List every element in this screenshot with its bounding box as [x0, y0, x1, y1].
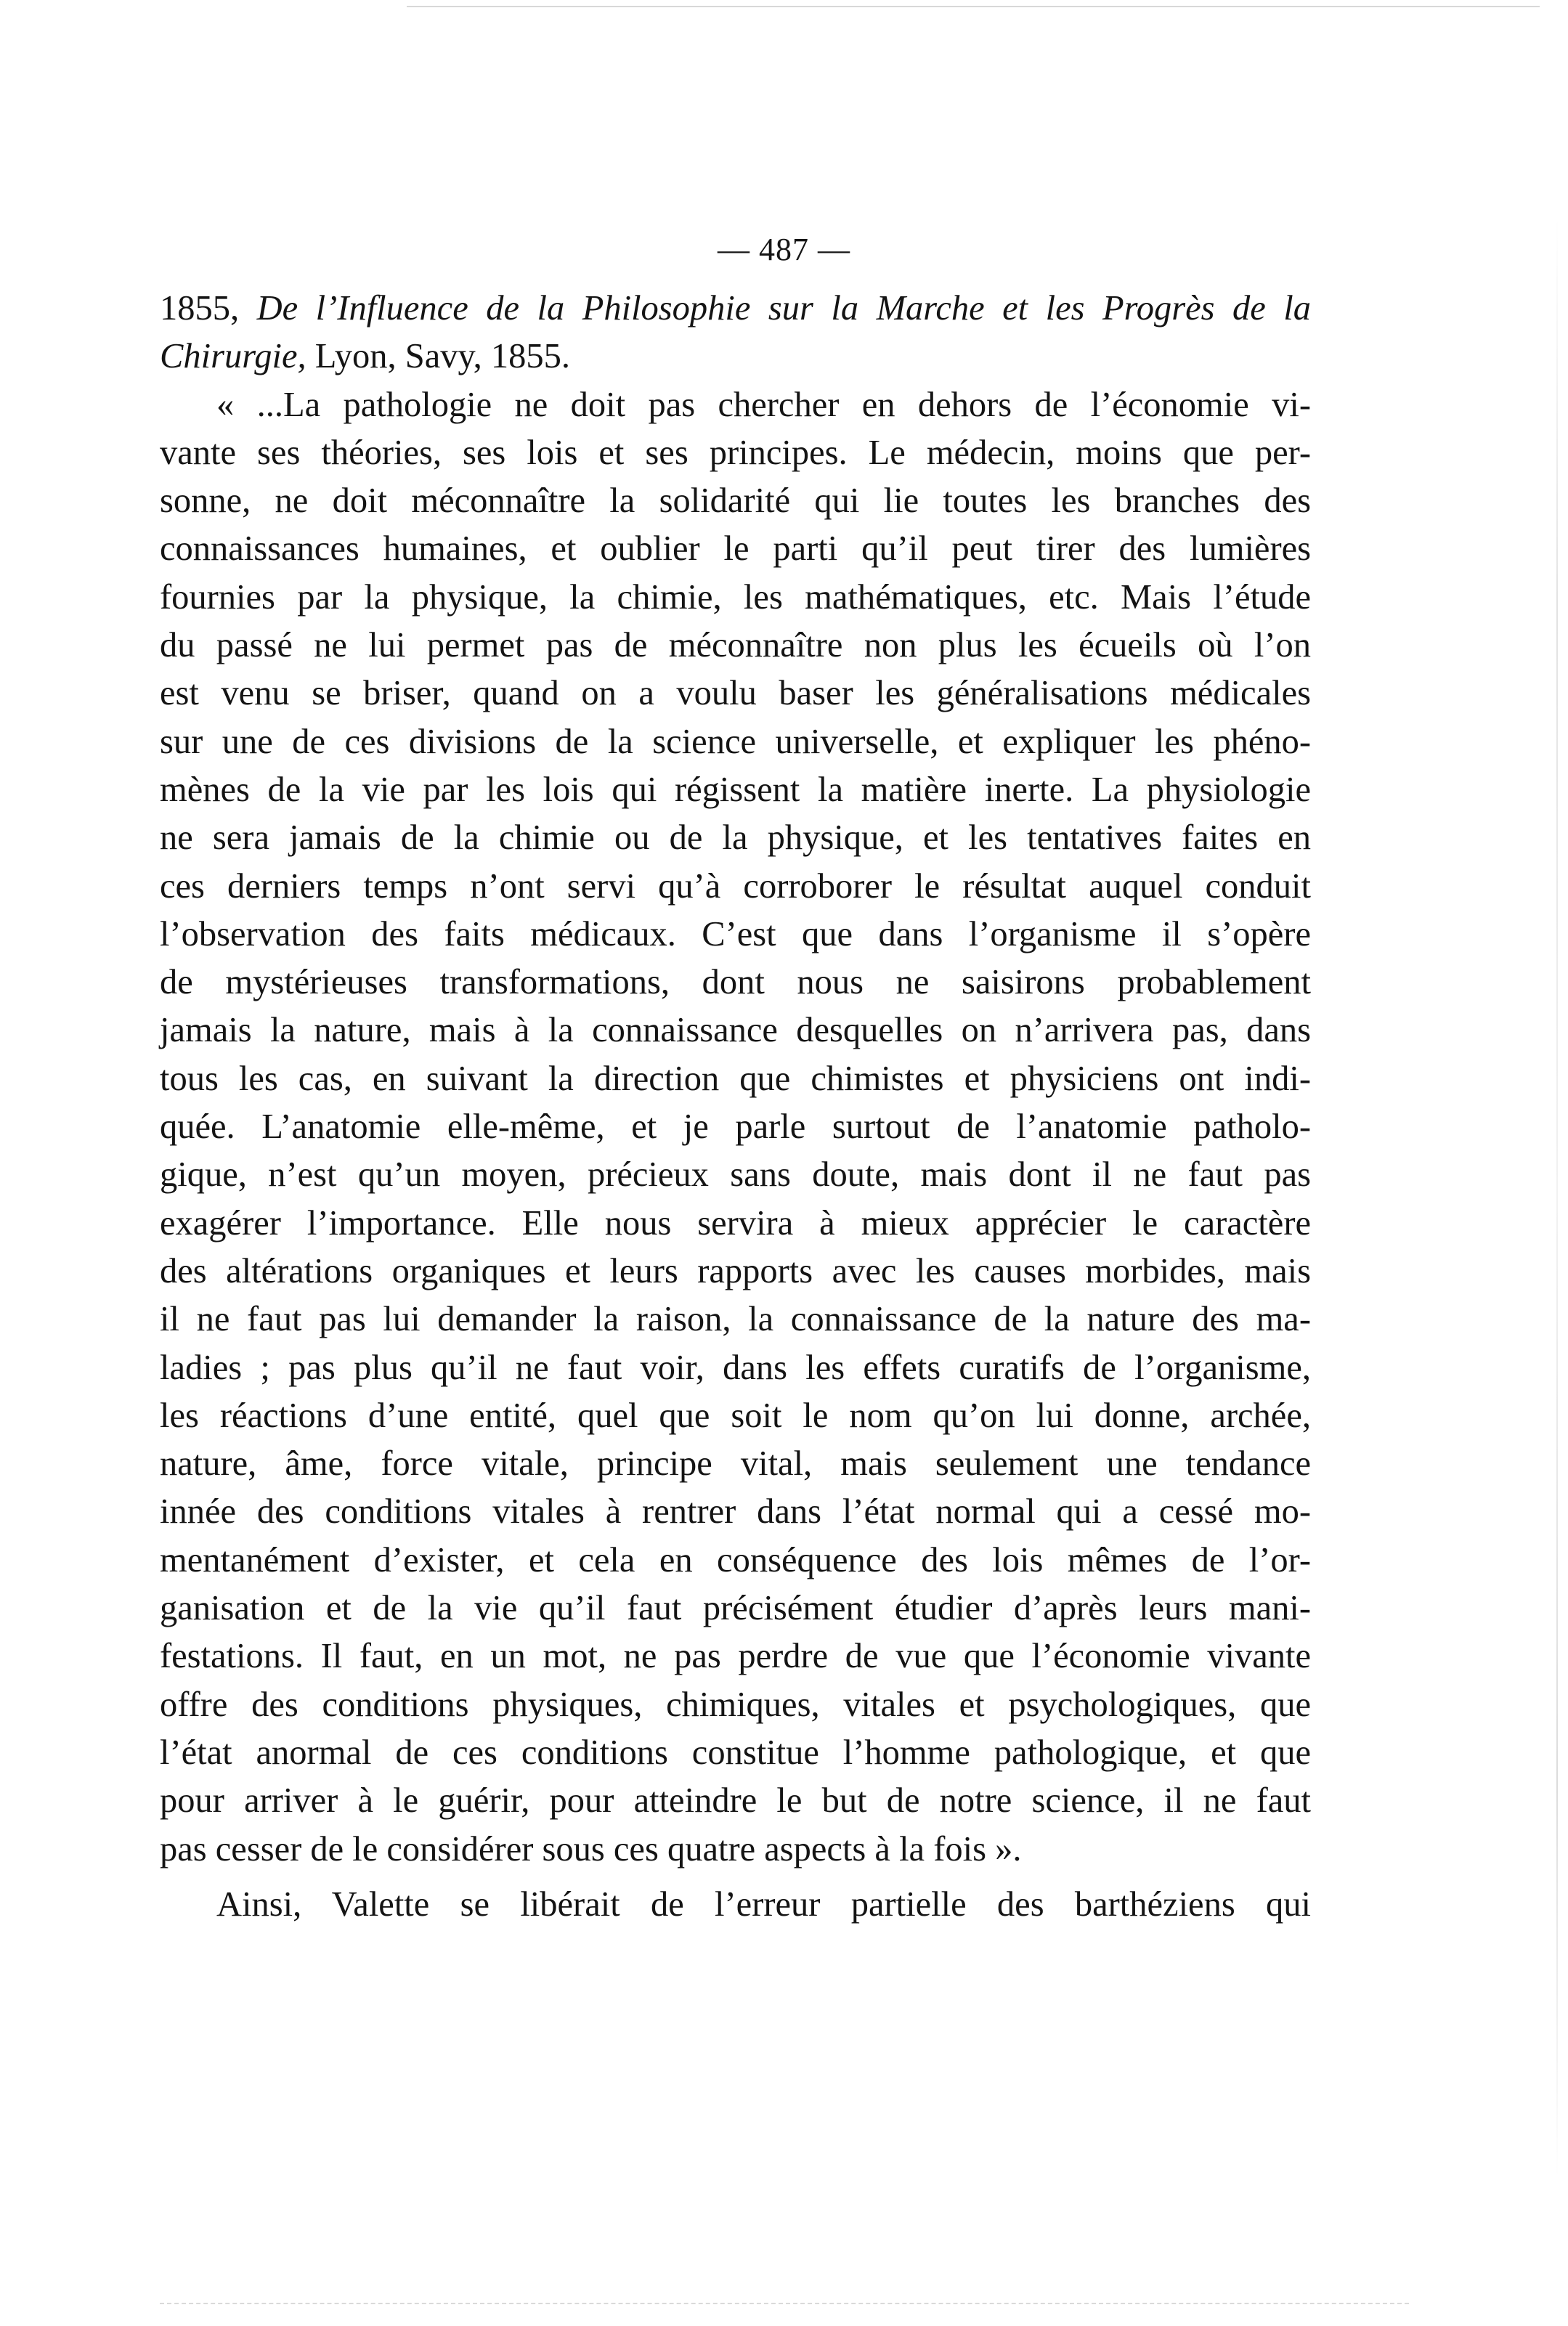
quote-line: jamais la nature, mais à la connaissance desquelles on n’arrivera pas, dans — [160, 1011, 1311, 1050]
scan-artifact-bottom-rule — [160, 2303, 1409, 2304]
quote-line: tous les cas, en suivant la direction que chimistes et physiciens ont indi- — [160, 1059, 1311, 1098]
scan-artifact-right-edge — [1556, 218, 1558, 2179]
citation-line-2 — [160, 333, 1311, 381]
quote-line: innée des conditions vitales à rentrer dans l’état normal qui a cessé mo- — [160, 1492, 1311, 1532]
quote-line: vante ses théories, ses lois et ses principes. Le médecin, moins que per- — [160, 433, 1311, 472]
quote-line: festations. Il faut, en un mot, ne pas perdre de vue que l’économie vivante — [160, 1637, 1311, 1676]
quote-line: ces derniers temps n’ont servi qu’à corroborer le résultat auquel conduit — [160, 866, 1311, 906]
scan-artifact-top-rule — [407, 6, 1540, 7]
citation-title-part2: Chirurgie, — [160, 337, 306, 376]
quote-line: des altérations organiques et leurs rapports avec les causes morbides, mais — [160, 1251, 1311, 1290]
quote-line: pas cesser de le considérer sous ces quatre aspects à la fois ». — [160, 1829, 1022, 1868]
quote-line: ne sera jamais de la chimie ou de la physique, et les tentatives faites en — [160, 818, 1311, 858]
body-text — [160, 285, 1311, 1929]
quote-line: les réactions d’une entité, quel que soit le nom qu’on lui donne, archée, — [160, 1396, 1311, 1435]
quote-line: quée. L’anatomie elle-même, et je parle surtout de l’anatomie patholo- — [160, 1107, 1311, 1147]
quote-line: mentanément d’exister, et cela en conséquence des lois mêmes de l’or- — [160, 1540, 1311, 1579]
quote-paragraph — [160, 381, 1311, 1874]
quote-line: connaissances humaines, et oublier le parti qu’il peut tirer des lumières — [160, 529, 1311, 569]
quote-line: exagérer l’importance. Elle nous servira à mieux apprécier le caractère — [160, 1203, 1311, 1243]
closing-paragraph-line: Ainsi, Valette se libérait de l’erreur partielle des barthéziens qui — [216, 1884, 1311, 1924]
quote-line: gique, n’est qu’un moyen, précieux sans doute, mais dont il ne faut pas — [160, 1155, 1311, 1195]
quote-line: pour arriver à le guérir, pour atteindre le but de notre science, il ne faut — [160, 1781, 1311, 1821]
page-number: — 487 — — [718, 232, 850, 267]
quote-line: sur une de ces divisions de la science universelle, et expliquer les phéno- — [160, 722, 1311, 761]
quote-line: fournies par la physique, la chimie, les mathématiques, etc. Mais l’étude — [160, 577, 1311, 617]
paragraph-gap — [160, 1874, 1311, 1881]
citation-title-part1: De l’Influence de la Philosophie sur la Marche et les Progrès de la — [256, 289, 1311, 328]
quote-line: est venu se briser, quand on a voulu baser les généralisations médicales — [160, 674, 1311, 713]
citation-year: 1855, — [160, 289, 240, 328]
citation-line-1 — [160, 285, 1311, 333]
quote-line: mènes de la vie par les lois qui régissent la matière inerte. La physiologie — [160, 770, 1311, 809]
quote-line: sonne, ne doit méconnaître la solidarité qui lie toutes les branches des — [160, 481, 1311, 521]
quote-line: « ...La pathologie ne doit pas chercher en dehors de l’économie vi- — [216, 385, 1311, 424]
quote-line: de mystérieuses transformations, dont nous ne saisirons probablement — [160, 963, 1311, 1002]
citation-publisher: Lyon, Savy, 1855. — [314, 337, 570, 376]
quote-line: l’observation des faits médicaux. C’est que dans l’organisme il s’opère — [160, 914, 1311, 953]
quote-line: offre des conditions physiques, chimiques, vitales et psychologiques, que — [160, 1685, 1311, 1724]
quote-line: ganisation et de la vie qu’il faut précisément étudier d’après leurs mani- — [160, 1589, 1311, 1628]
quote-line: nature, âme, force vitale, principe vital, mais seulement une tendance — [160, 1444, 1311, 1484]
quote-line: il ne faut pas lui demander la raison, la connaissance de la nature des ma- — [160, 1300, 1311, 1339]
quote-line: ladies ; pas plus qu’il ne faut voir, dans les effets curatifs de l’organisme, — [160, 1348, 1311, 1387]
quote-line: du passé ne lui permet pas de méconnaître non plus les écueils où l’on — [160, 626, 1311, 665]
quote-line: l’état anormal de ces conditions constitue l’homme pathologique, et que — [160, 1733, 1311, 1772]
